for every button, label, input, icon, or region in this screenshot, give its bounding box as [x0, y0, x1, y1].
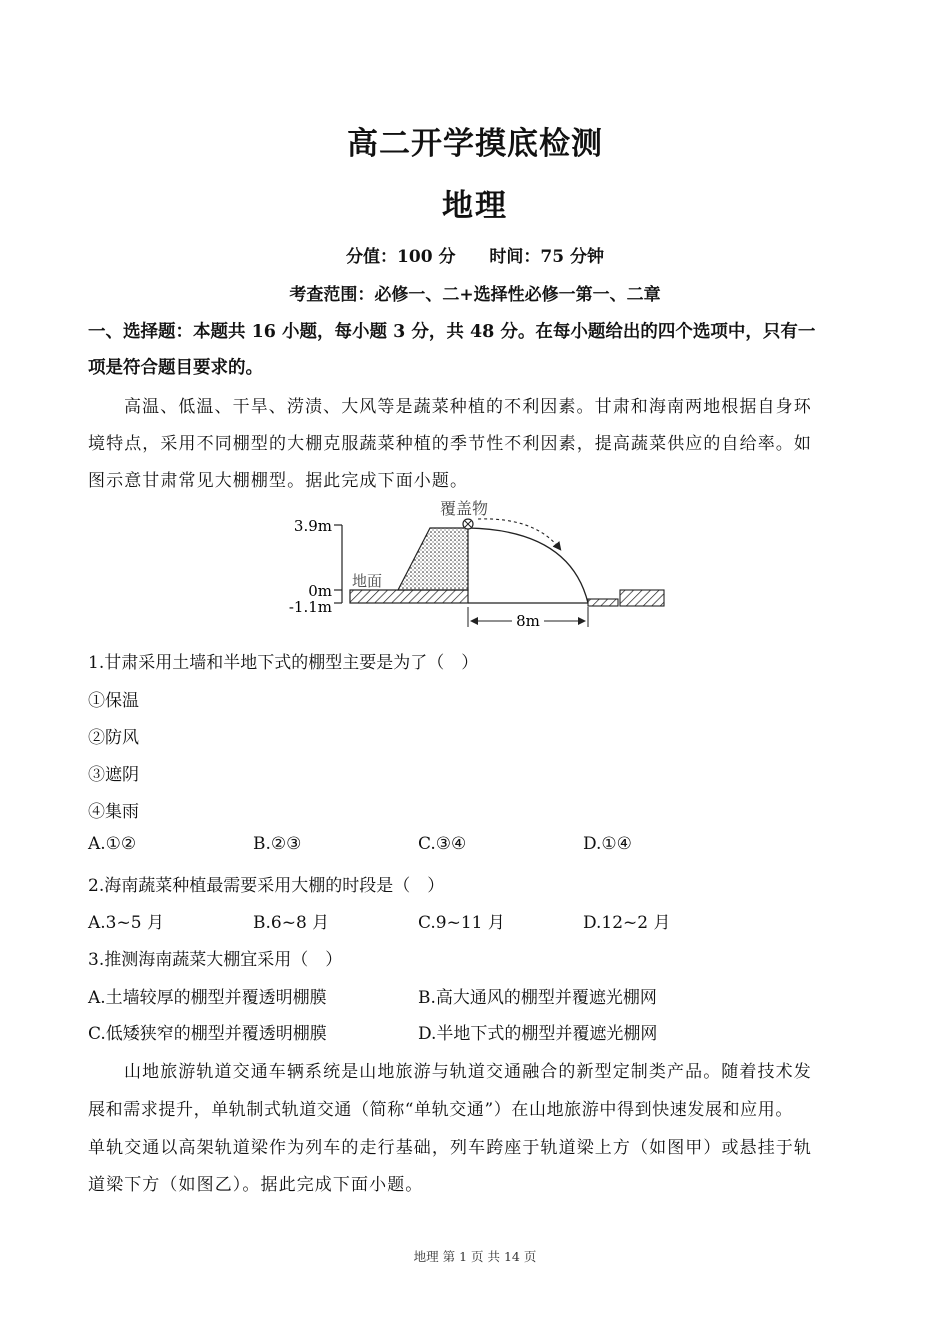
q2-option-c[interactable]: C.9~11 月	[418, 913, 505, 933]
height-label-top: 3.9m	[293, 517, 332, 535]
width-label: 8m	[516, 612, 540, 630]
q1-option-a[interactable]: A.①②	[88, 834, 137, 854]
q1-stem: 1.甘肃采用土墙和半地下式的棚型主要是为了（ ）	[88, 653, 479, 673]
cover-label: 覆盖物	[440, 499, 489, 518]
page-footer: 地理 第 1 页 共 14 页	[413, 1249, 537, 1264]
arch-film	[468, 528, 588, 603]
passage2-line4: 道梁下方（如图乙）。据此完成下面小题。	[88, 1175, 424, 1195]
q2-option-d[interactable]: D.12~2 月	[583, 913, 671, 933]
greenhouse-diagram	[270, 495, 690, 635]
subject-title: 地理	[442, 188, 508, 224]
q1-item: ①保温	[88, 691, 139, 711]
cover-roll-arrow	[478, 519, 560, 549]
ground-label: 地面	[352, 572, 383, 590]
q1-item: ②防风	[88, 728, 139, 748]
q3-option-b[interactable]: B.高大通风的棚型并覆遮光棚网	[418, 988, 657, 1008]
q1-option-d[interactable]: D.①④	[583, 834, 632, 854]
page-title: 高二开学摸底检测	[347, 126, 603, 162]
ground-right-step	[588, 599, 618, 606]
earth-wall	[398, 528, 468, 590]
passage2-line3: 单轨交通以高架轨道梁作为列车的走行基础，列车跨座于轨道梁上方（如图甲）或悬挂于轨	[88, 1138, 812, 1158]
q1-option-c[interactable]: C.③④	[418, 834, 467, 854]
passage1-line2: 境特点，采用不同棚型的大棚克服蔬菜种植的季节性不利因素，提高蔬菜供应的自给率。如	[88, 434, 812, 454]
q3-option-d[interactable]: D.半地下式的棚型并覆遮光棚网	[418, 1024, 658, 1044]
exam-info	[0, 242, 950, 267]
exam-scope: 考查范围：必修一、二+选择性必修一第一、二章	[289, 285, 661, 305]
time-info: 时间：75 分钟	[489, 247, 604, 267]
q2-stem: 2.海南蔬菜种植最需要采用大棚的时段是（ ）	[88, 876, 445, 896]
q2-option-a[interactable]: A.3~5 月	[88, 913, 164, 933]
ground-left	[350, 590, 468, 603]
q2-option-b[interactable]: B.6~8 月	[253, 913, 330, 933]
section-heading-line2: 项是符合题目要求的。	[88, 358, 263, 378]
passage1-line1: 高温、低温、干旱、涝渍、大风等是蔬菜种植的不利因素。甘肃和海南两地根据自身环	[124, 397, 812, 417]
ground-right	[620, 590, 664, 606]
passage2-line1: 山地旅游轨道交通车辆系统是山地旅游与轨道交通融合的新型定制类产品。随着技术发	[124, 1062, 812, 1082]
height-label-bottom: -1.1m	[288, 598, 332, 616]
q3-stem: 3.推测海南蔬菜大棚宜采用（ ）	[88, 950, 343, 970]
score-info: 分值：100 分	[346, 247, 456, 267]
passage1-line3: 图示意甘肃常见大棚棚型。据此完成下面小题。	[88, 471, 469, 491]
height-label-zero: 0m	[308, 582, 332, 600]
q3-option-c[interactable]: C.低矮狭窄的棚型并覆透明棚膜	[88, 1024, 327, 1044]
section-heading-line1: 一、选择题：本题共 16 小题，每小题 3 分，共 48 分。在每小题给出的四个选项中，只有一	[88, 322, 816, 342]
q1-item: ③遮阴	[88, 765, 139, 785]
q1-item: ④集雨	[88, 802, 139, 822]
q1-option-b[interactable]: B.②③	[253, 834, 302, 854]
q3-option-a[interactable]: A.土墙较厚的棚型并覆透明棚膜	[88, 988, 327, 1008]
passage2-line2: 展和需求提升，单轨制式轨道交通（简称“单轨交通”）在山地旅游中得到快速发展和应用。	[88, 1100, 793, 1120]
